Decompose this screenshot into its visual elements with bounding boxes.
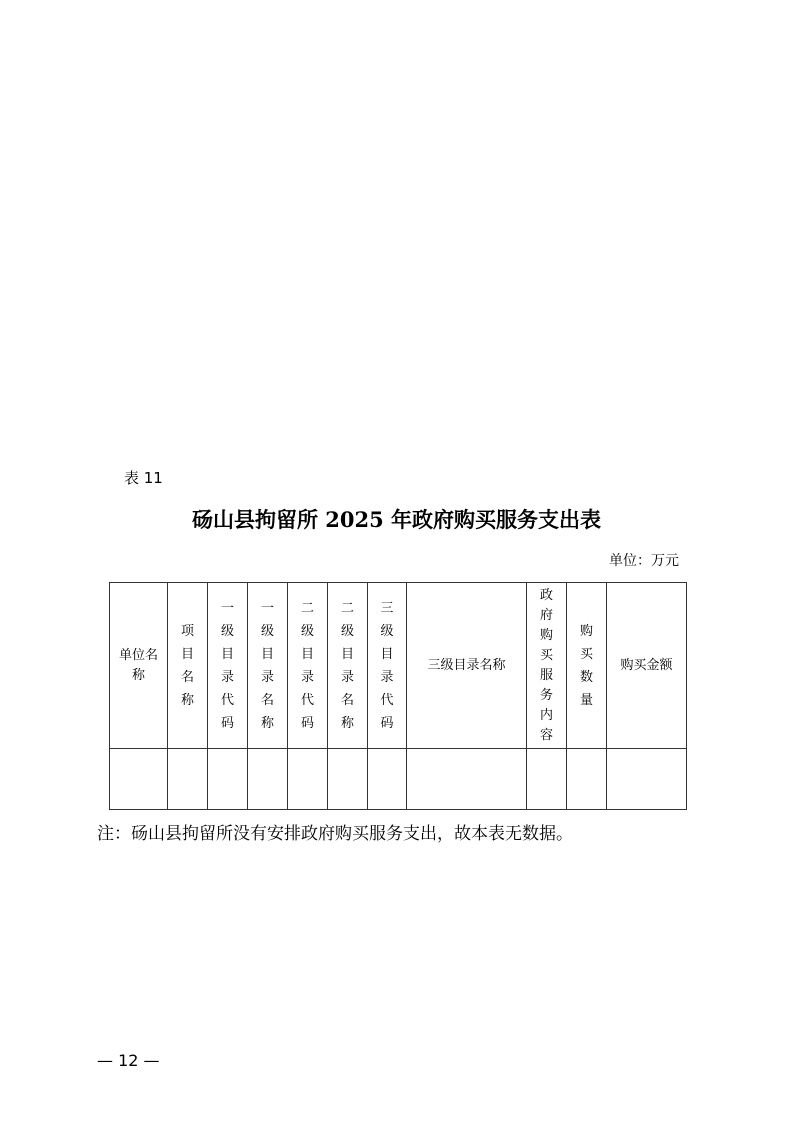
column-header-level1-code: 一级目录代码	[208, 583, 248, 749]
column-header-service-content: 政府购买服务内容	[527, 583, 567, 749]
table-number-label: 表 11	[124, 469, 163, 487]
table-header-row	[110, 583, 687, 749]
column-header-level2-code: 二级目录代码	[288, 583, 328, 749]
table-note: 注：砀山县拘留所没有安排政府购买服务支出，故本表无数据。	[97, 824, 573, 844]
table-row	[110, 749, 687, 810]
procurement-table	[109, 582, 687, 810]
column-header-project-name: 项目名称	[168, 583, 208, 749]
table-cell	[328, 749, 368, 810]
unit-label: 单位：万元	[609, 553, 679, 569]
column-header-level1-name: 一级目录名称	[248, 583, 288, 749]
column-header-level2-name: 二级目录名称	[328, 583, 368, 749]
column-header-unit-name: 单位名称	[110, 583, 168, 749]
column-header-level3-code: 三级目录代码	[368, 583, 407, 749]
table-cell	[110, 749, 168, 810]
column-header-level3-name: 三级目录名称	[407, 583, 527, 749]
table-cell	[607, 749, 687, 810]
table-cell	[288, 749, 328, 810]
table-cell	[368, 749, 407, 810]
column-header-amount: 购买金额	[607, 583, 687, 749]
table-cell	[407, 749, 527, 810]
page-title: 砀山县拘留所 2025 年政府购买服务支出表	[191, 507, 602, 532]
column-header-quantity: 购买数量	[567, 583, 607, 749]
table-cell	[567, 749, 607, 810]
table-cell	[168, 749, 208, 810]
table-cell	[527, 749, 567, 810]
page-number: — 12 —	[97, 1051, 160, 1070]
table-cell	[248, 749, 288, 810]
table-cell	[208, 749, 248, 810]
